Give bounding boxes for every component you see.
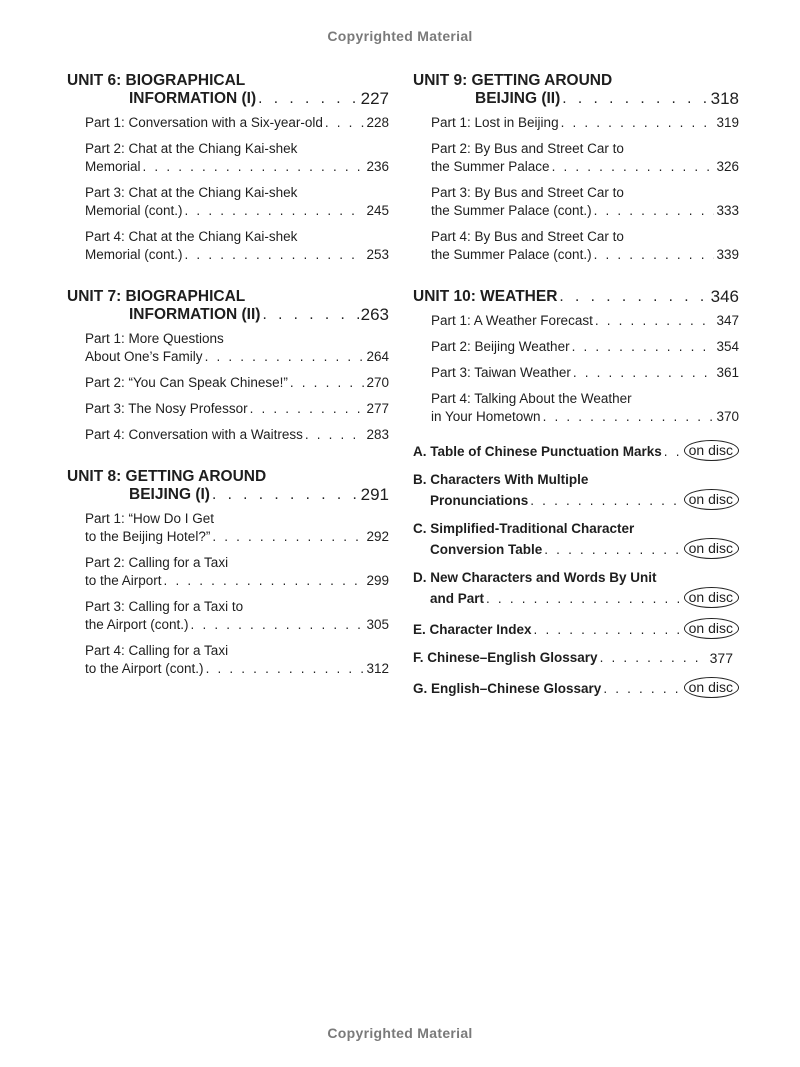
appendix-f[interactable] [413,649,739,667]
toc-part-entry[interactable] [85,400,389,418]
dot-leader [572,338,715,356]
appendix-title: G. English–Chinese Glossary [413,681,602,696]
toc-part-entry[interactable] [85,184,389,220]
dot-leader [212,486,359,504]
appendix-title: D. New Characters and Words By Unit [413,570,657,585]
unit-title[interactable]: INFORMATION (I) [129,90,257,107]
dot-leader [325,114,365,132]
dot-leader [206,660,365,678]
part-page-number: 299 [366,573,389,588]
toc-part-entry[interactable] [431,184,739,220]
part-page-number: 270 [366,375,389,390]
dot-leader [486,590,682,608]
dot-leader [543,408,715,426]
part-page-number: 292 [366,529,389,544]
appendix-title: C. Simplified-Traditional Character [413,521,635,536]
part-title: Part 2: Beijing Weather [431,339,570,354]
dot-leader [603,680,681,698]
part-title-cont: to the Airport [85,573,162,588]
toc-part-entry[interactable] [85,510,389,546]
unit-page-number: 227 [360,89,389,108]
appendix-page-number: 377 [709,650,733,666]
dot-leader [600,649,708,667]
dot-leader [552,158,715,176]
on-disc-badge: on disc [684,489,739,510]
part-title: Part 4: By Bus and Street Car to [431,229,624,244]
appendix-title: E. Character Index [413,622,532,637]
toc-part-entry[interactable] [431,312,739,330]
dot-leader [573,364,715,382]
dot-leader [544,541,681,559]
part-page-number: 333 [716,203,739,218]
part-title: Part 1: A Weather Forecast [431,313,593,328]
copyright-watermark-top: Copyrighted Material [327,28,473,44]
on-disc-badge: on disc [684,587,739,608]
toc-part-entry[interactable] [85,228,389,264]
unit-label[interactable]: UNIT 6: BIOGRAPHICAL [67,72,246,89]
appendix-title: F. Chinese–English Glossary [413,650,598,665]
part-page-number: 361 [716,365,739,380]
part-title-cont: to the Airport (cont.) [85,661,204,676]
appendix-a[interactable] [413,440,739,461]
part-title: Part 1: “How Do I Get [85,511,215,526]
part-title-cont: About One’s Family [85,349,203,364]
toc-part-entry[interactable] [431,390,739,426]
dot-leader [185,202,365,220]
part-title: Part 1: Conversation with a Six-year-old [85,115,323,130]
toc-unit-10 [413,288,739,426]
part-title: Part 3: Chat at the Chiang Kai-shek [85,185,298,200]
dot-leader [258,90,358,108]
part-title-cont: the Summer Palace [431,159,550,174]
dot-leader [595,312,715,330]
dot-leader [191,616,365,634]
appendix-c[interactable] [413,520,739,559]
toc-unit-9 [413,72,739,264]
dot-leader [185,246,365,264]
appendix-title-cont: Pronunciations [430,493,529,508]
unit-label[interactable]: UNIT 8: GETTING AROUND [67,468,267,485]
appendix-title: A. Table of Chinese Punctuation Marks [413,444,662,459]
dot-leader [143,158,365,176]
part-title: Part 1: More Questions [85,331,224,346]
toc-appendices [413,440,739,698]
toc-part-entry[interactable] [85,598,389,634]
on-disc-badge: on disc [684,538,739,559]
unit-label[interactable]: UNIT 10: WEATHER [413,288,558,305]
part-page-number: 277 [366,401,389,416]
part-page-number: 264 [366,349,389,364]
part-page-number: 312 [366,661,389,676]
part-title-cont: Memorial (cont.) [85,203,183,218]
appendix-title-cont: Conversion Table [430,542,543,557]
part-page-number: 253 [366,247,389,262]
appendix-title-cont: and Part [430,591,485,606]
dot-leader [530,492,681,510]
part-title: Part 2: Calling for a Taxi [85,555,229,570]
on-disc-badge: on disc [684,440,739,461]
dot-leader [290,374,365,392]
part-title: Part 3: Taiwan Weather [431,365,571,380]
part-title-cont: Memorial (cont.) [85,247,183,262]
dot-leader [534,621,682,639]
appendix-e[interactable] [413,618,739,639]
part-title: Part 3: Calling for a Taxi to [85,599,244,614]
dot-leader [561,114,715,132]
part-title: Part 2: Chat at the Chiang Kai-shek [85,141,298,156]
toc-part-entry[interactable] [85,330,389,366]
toc-part-entry[interactable] [85,426,389,444]
dot-leader [559,288,708,306]
part-page-number: 305 [366,617,389,632]
toc-part-entry[interactable] [85,642,389,678]
unit-page-number: 291 [360,485,389,504]
part-page-number: 347 [716,313,739,328]
on-disc-badge: on disc [684,677,739,698]
part-page-number: 319 [716,115,739,130]
toc-part-entry[interactable] [85,554,389,590]
part-title: Part 4: Calling for a Taxi [85,643,229,658]
part-page-number: 370 [716,409,739,424]
copyright-watermark-bottom: Copyrighted Material [327,1025,473,1041]
part-title: Part 2: By Bus and Street Car to [431,141,624,156]
unit-title[interactable]: BEIJING (II) [475,90,561,107]
dot-leader [205,348,365,366]
toc-part-entry[interactable] [431,228,739,264]
dot-leader [305,426,365,444]
toc-part-entry[interactable] [85,140,389,176]
toc-part-entry[interactable] [431,338,739,356]
toc-part-entry[interactable] [85,114,389,132]
toc-part-entry[interactable] [431,114,739,132]
part-page-number: 228 [366,115,389,130]
dot-leader [262,306,358,324]
unit-page-number: 318 [710,89,739,108]
toc-right-column [413,72,739,708]
appendix-d[interactable] [413,569,739,608]
part-page-number: 326 [716,159,739,174]
unit-page-number: 263 [360,305,389,324]
part-page-number: 245 [366,203,389,218]
unit-page-number: 346 [710,287,739,306]
dot-leader [664,443,682,461]
toc-unit-7 [67,288,389,444]
part-title: Part 3: The Nosy Professor [85,401,248,416]
part-title: Part 2: “You Can Speak Chinese!” [85,375,288,390]
dot-leader [562,90,708,108]
toc-unit-8 [67,468,389,678]
toc-part-entry[interactable] [85,374,389,392]
appendix-b[interactable] [413,471,739,510]
toc-unit-6 [67,72,389,264]
dot-leader [594,202,715,220]
part-title-cont: to the Beijing Hotel?” [85,529,211,544]
part-page-number: 339 [716,247,739,262]
part-title-cont: the Airport (cont.) [85,617,189,632]
unit-title[interactable]: BEIJING (I) [129,486,210,503]
dot-leader [164,572,365,590]
dot-leader [250,400,365,418]
toc-part-entry[interactable] [431,140,739,176]
toc-left-column [67,72,389,702]
unit-label[interactable]: UNIT 7: BIOGRAPHICAL [67,288,246,305]
part-title-cont: the Summer Palace (cont.) [431,203,592,218]
part-page-number: 236 [366,159,389,174]
part-title: Part 4: Chat at the Chiang Kai-shek [85,229,298,244]
toc-part-entry[interactable] [431,364,739,382]
unit-title[interactable]: INFORMATION (II) [129,306,261,323]
part-title-cont: in Your Hometown [431,409,541,424]
part-page-number: 354 [716,339,739,354]
part-page-number: 283 [366,427,389,442]
dot-leader [212,528,364,546]
part-title: Part 4: Conversation with a Waitress [85,427,303,442]
appendix-title: B. Characters With Multiple [413,472,589,487]
unit-label[interactable]: UNIT 9: GETTING AROUND [413,72,613,89]
appendix-g[interactable] [413,677,739,698]
part-title: Part 3: By Bus and Street Car to [431,185,624,200]
on-disc-badge: on disc [684,618,739,639]
dot-leader [594,246,715,264]
part-title-cont: Memorial [85,159,141,174]
part-title: Part 1: Lost in Beijing [431,115,559,130]
part-title-cont: the Summer Palace (cont.) [431,247,592,262]
part-title: Part 4: Talking About the Weather [431,391,632,406]
